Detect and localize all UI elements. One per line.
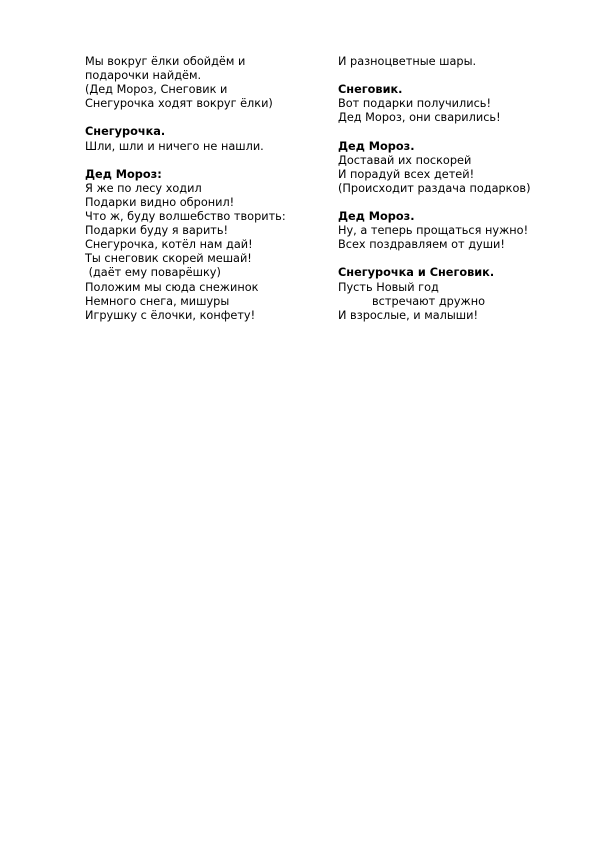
text-line: Положим мы сюда снежинок xyxy=(85,280,259,294)
text-line: И разноцветные шары. xyxy=(338,55,477,68)
speaker-heading: Снегурочка. xyxy=(85,125,166,139)
text-line: Доставай их поскорей xyxy=(338,153,472,167)
speaker-heading: Дед Мороз. xyxy=(338,210,415,224)
text-line: Снегурочка, котёл нам дай! xyxy=(85,238,253,252)
text-line: Немного снега, мишуры xyxy=(85,294,230,308)
blank-line xyxy=(338,125,568,139)
blank-line xyxy=(338,196,568,210)
text-line: (Дед Мороз, Снеговик и xyxy=(85,83,228,97)
speaker-heading: Снеговик. xyxy=(338,83,403,97)
text-line: Шли, шли и ничего не нашли. xyxy=(85,139,264,153)
text-line: Пусть Новый год xyxy=(338,280,439,294)
text-line: Вот подарки получились! xyxy=(338,97,491,111)
speaker-heading: Дед Мороз. xyxy=(338,139,415,153)
text-line: Что ж, буду волшебство творить: xyxy=(85,210,286,224)
text-line: Подарки видно обронил! xyxy=(85,195,235,209)
text-line: Всех поздравляем от души! xyxy=(338,238,505,252)
speaker-heading: Дед Мороз: xyxy=(85,167,162,181)
right-column xyxy=(338,55,568,323)
blank-line xyxy=(338,69,568,83)
text-line: Ну, а теперь прощаться нужно! xyxy=(338,224,529,238)
text-line: (Происходит раздача подарков) xyxy=(338,181,531,195)
blank-line xyxy=(85,154,325,168)
text-line: Дед Мороз, они сварились! xyxy=(338,111,501,125)
text-line: Игрушку с ёлочки, конфету! xyxy=(85,308,256,322)
blank-line xyxy=(85,111,325,125)
text-line: Снегурочка ходят вокруг ёлки) xyxy=(85,97,273,111)
text-line: (даёт ему поварёшку) xyxy=(85,266,221,280)
text-line: Я же по лесу ходил xyxy=(85,181,202,195)
left-column xyxy=(85,55,325,323)
text-line: И взрослые, и малыши! xyxy=(338,308,478,322)
blank-line xyxy=(338,252,568,266)
text-line: подарочки найдём. xyxy=(85,69,202,83)
text-line: Подарки буду я варить! xyxy=(85,224,229,238)
speaker-heading: Снегурочка и Снеговик. xyxy=(338,266,495,280)
text-line: встречают дружно xyxy=(372,294,485,308)
text-line: И порадуй всех детей! xyxy=(338,167,475,181)
text-line: Ты снеговик скорей мешай! xyxy=(85,252,252,266)
text-line: Мы вокруг ёлки обойдём и xyxy=(85,55,246,68)
